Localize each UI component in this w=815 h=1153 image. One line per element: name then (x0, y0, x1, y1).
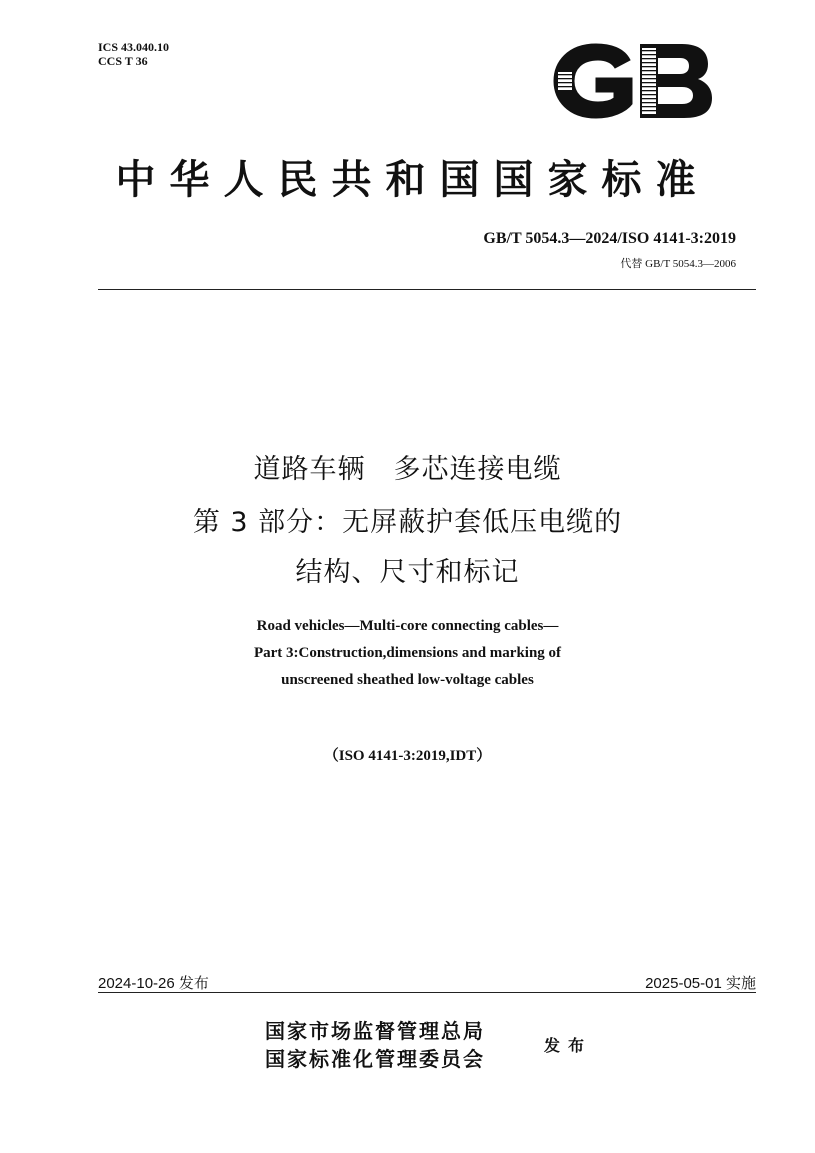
implementation-date: 2025-05-01 实施 (645, 975, 756, 992)
classification-codes (98, 40, 169, 68)
top-divider (98, 289, 756, 290)
issue-action: 发布 (544, 1036, 593, 1055)
title-cn-line1: 道路车辆 多芯连接电缆 (253, 454, 562, 485)
main-title: 中华人民共和国国家标准 (115, 156, 710, 203)
issuer-samr: 国家市场监督管理总局 (265, 1019, 485, 1043)
issue-date: 2024-10-26 发布 (98, 975, 209, 992)
bottom-divider (98, 992, 756, 993)
iso-equivalence: （ISO 4141-3:2019,IDT） (323, 748, 492, 764)
ics-code: ICS 43.040.10 (98, 40, 170, 54)
standard-number: GB/T 5054.3—2024/ISO 4141-3:2019 (483, 230, 736, 247)
title-en-line1: Road vehicles—Multi-core connecting cables— (256, 618, 559, 634)
title-cn-line3: 结构、尺寸和标记 (295, 557, 520, 588)
issuer-sac: 国家标准化管理委员会 (265, 1047, 485, 1071)
title-en-line3: unscreened sheathed low-voltage cables (281, 672, 534, 688)
title-en-line2: Part 3:Construction,dimensions and marking of (253, 645, 562, 661)
replaces-standard: 代替 GB/T 5054.3—2006 (620, 258, 736, 270)
issuing-authorities (265, 1017, 485, 1073)
ccs-code: CCS T 36 (98, 54, 148, 68)
gb-logo (552, 42, 714, 120)
title-cn-line2: 第 3 部分：无屏蔽护套低压电缆的 (192, 507, 623, 538)
